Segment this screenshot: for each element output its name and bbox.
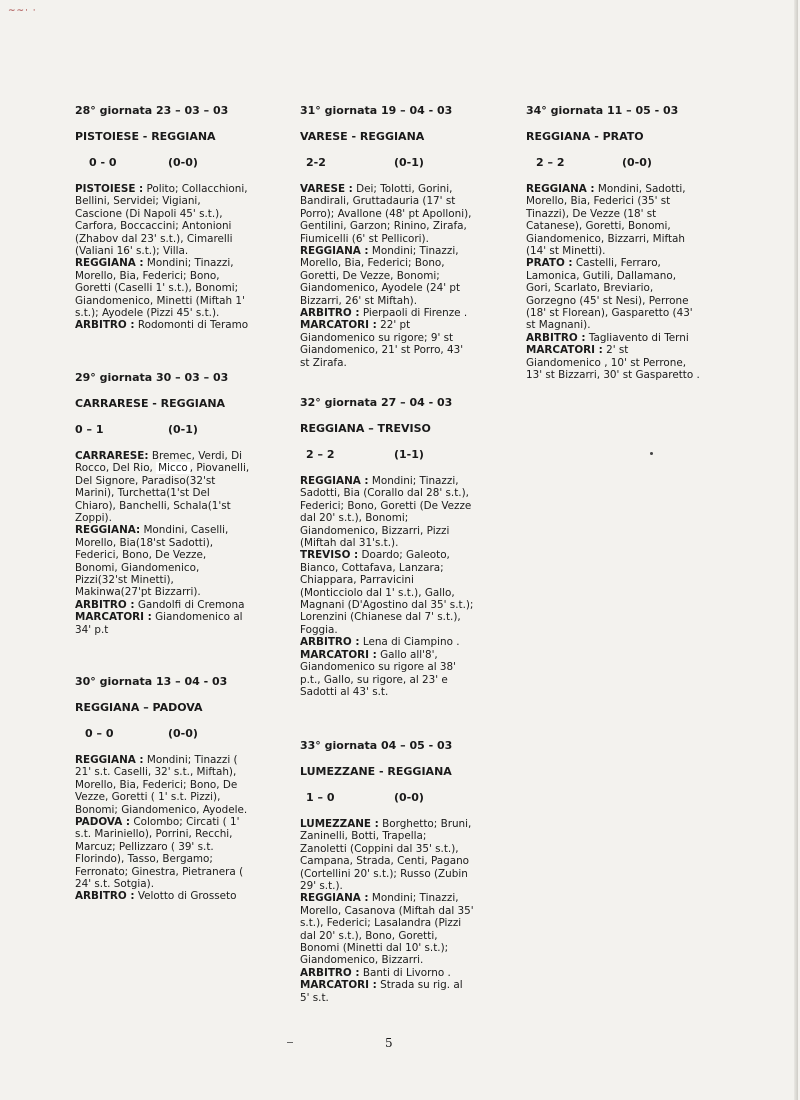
match-block-28 xyxy=(75,104,290,332)
match-block-29 xyxy=(75,371,290,636)
lineup-line xyxy=(300,475,515,487)
lineup-line xyxy=(300,830,515,842)
line-text: Pierpaoli di Firenze . xyxy=(359,307,468,320)
lineup-line xyxy=(300,195,515,207)
lineup-line xyxy=(300,307,515,319)
section-label: REGGIANA: xyxy=(75,524,141,537)
line-text: Zoppi). xyxy=(75,512,112,525)
match-teams: REGGIANA – TREVISO xyxy=(300,422,431,435)
lineup-line xyxy=(75,624,290,636)
lineup-line xyxy=(300,357,515,369)
lineup-line xyxy=(300,587,515,599)
line-text: Gori, Scarlato, Breviario, xyxy=(526,282,654,295)
line-text: 5' s.t. xyxy=(300,991,329,1004)
lineup-line xyxy=(300,332,515,344)
round-header: 28° giornata 23 – 03 – 03 xyxy=(75,104,229,117)
line-text: Velotto di Grosseto xyxy=(134,890,237,903)
final-score: 1 – 0 xyxy=(306,791,335,804)
line-text: s.t.), Federici; Lasalandra (Pizzi xyxy=(300,917,462,930)
lineup-line xyxy=(300,562,515,574)
line-text: Rodomonti di Teramo xyxy=(134,319,249,332)
lineup-line xyxy=(300,855,515,867)
match-teams: LUMEZZANE - REGGIANA xyxy=(300,765,452,778)
lineup-line xyxy=(75,804,290,816)
line-text: Florindo), Tasso, Bergamo; xyxy=(75,853,213,866)
lineup-line xyxy=(75,270,290,282)
match-score-row xyxy=(75,156,290,169)
section-label: REGGIANA : xyxy=(75,257,144,270)
lineup-line xyxy=(300,257,515,269)
line-text: , Piovanelli, xyxy=(189,462,250,475)
section-label: LUMEZZANE : xyxy=(300,818,379,830)
final-score: 0 – 0 xyxy=(85,727,114,740)
line-text: Catanese), Goretti, Bonomi, xyxy=(526,220,671,233)
lineup-line xyxy=(300,233,515,245)
final-score: 0 - 0 xyxy=(89,156,117,169)
line-text: Giandomenico, Bizzarri, Miftah xyxy=(526,232,686,245)
halftime-score: (0-0) xyxy=(168,727,198,740)
line-text: Chiaro), Banchelli, Schala(1'st xyxy=(75,499,231,512)
line-text: st Zirafa. xyxy=(300,356,347,369)
match-score-row xyxy=(526,156,741,169)
line-text: Goretti (Caselli 1' s.t.), Bonomi; xyxy=(75,282,239,295)
line-text: Sadotti al 43' s.t. xyxy=(300,685,389,698)
section-label: REGGIANA : xyxy=(300,475,369,487)
dash-mark xyxy=(287,1042,293,1043)
line-text: Zanoletti (Coppini dal 35' s.t.), xyxy=(300,842,459,855)
line-text: Mondini; Tinazzi, xyxy=(368,475,459,487)
lineup-line xyxy=(75,754,290,766)
lineup-line xyxy=(75,574,290,586)
section-label: ARBITRO : xyxy=(75,598,135,611)
lineup-line xyxy=(300,270,515,282)
lineup-line xyxy=(300,537,515,549)
line-text: Gentilini, Garzon; Rinino, Zirafa, xyxy=(300,220,467,233)
section-label: MARCATORI : xyxy=(75,611,152,624)
halftime-score: (0-1) xyxy=(394,156,424,169)
line-text: Bianco, Cottafava, Lanzara; xyxy=(300,561,444,574)
line-text: Giandomenico, Minetti (Miftah 1' xyxy=(75,294,245,307)
lineup-line xyxy=(300,512,515,524)
line-text: Castelli, Ferraro, xyxy=(572,257,661,270)
lineup-line xyxy=(300,500,515,512)
lineup-line xyxy=(75,319,290,331)
line-text: Tagliavento di Terni xyxy=(585,331,689,344)
line-text: Mondini; Tinazzi, xyxy=(143,257,234,270)
line-text: Morello, Bia, Federici; Bono, xyxy=(300,257,445,270)
lineup-line xyxy=(300,599,515,611)
section-label: ARBITRO : xyxy=(75,319,135,332)
line-text: 24' s.t. Sotgia). xyxy=(75,878,155,891)
line-text: Banti di Livorno . xyxy=(359,966,451,979)
line-text: Doardo; Galeoto, xyxy=(358,549,450,562)
lineup-line xyxy=(300,942,515,954)
line-text: Bellini, Servidei; Vigiani, xyxy=(75,195,201,208)
lineup-line xyxy=(526,307,741,319)
line-text: Bandirali, Gruttadauria (17' st xyxy=(300,195,456,208)
line-text: Chiappara, Parravicini xyxy=(300,574,414,587)
highlighted-name: Micco xyxy=(158,462,188,475)
match-score-row xyxy=(300,791,515,804)
lineup-line xyxy=(300,992,515,1004)
line-text: Marini), Turchetta(1'st Del xyxy=(75,487,210,500)
line-text: 34' p.t xyxy=(75,623,109,636)
section-label: ARBITRO : xyxy=(526,331,586,344)
lineup-line xyxy=(526,183,741,195)
lineup-line xyxy=(300,636,515,648)
line-text: (Monticciolo dal 1' s.t.), Gallo, xyxy=(300,586,455,599)
section-label: PISTOIESE : xyxy=(75,183,144,195)
line-text: (Valiani 16' s.t.); Villa. xyxy=(75,245,189,258)
lineup-line xyxy=(300,892,515,904)
lineup-line xyxy=(526,208,741,220)
lineup-line xyxy=(75,450,290,462)
lineup-line xyxy=(526,357,741,369)
lineup-line xyxy=(75,841,290,853)
line-text: Pizzi(32'st Minetti), xyxy=(75,574,174,587)
line-text: Sadotti, Bia (Corallo dal 28' s.t.), xyxy=(300,487,469,500)
line-text: Fiumicelli (6' st Pellicori). xyxy=(300,232,429,245)
lineup-line xyxy=(75,295,290,307)
lineup-line xyxy=(300,549,515,561)
match-teams: CARRARESE - REGGIANA xyxy=(75,397,226,410)
lineup-line xyxy=(526,319,741,331)
lineup-line xyxy=(300,611,515,623)
line-text: Giandomenico, Ayodele (24' pt xyxy=(300,282,461,295)
final-score: 2 – 2 xyxy=(306,448,335,461)
line-text: Morello, Casanova (Miftah dal 35' xyxy=(300,904,474,917)
lineup-line xyxy=(300,930,515,942)
line-text: Lena di Ciampino . xyxy=(359,636,460,649)
line-text: 22' pt xyxy=(376,319,411,332)
round-header: 32° giornata 27 – 04 - 03 xyxy=(300,396,453,409)
lineup-line xyxy=(75,475,290,487)
line-text: Porro); Avallone (48' pt Apolloni), xyxy=(300,207,472,220)
line-text: Bonomi, Giandomenico, xyxy=(75,561,200,574)
line-text: Ferronato; Ginestra, Pietranera ( xyxy=(75,865,244,878)
lineup-line xyxy=(300,319,515,331)
lineup-line xyxy=(526,233,741,245)
lineup-line xyxy=(75,816,290,828)
lineup-line xyxy=(300,954,515,966)
lineup-line xyxy=(300,686,515,698)
line-text: dal 20' s.t.), Bonomi; xyxy=(300,512,409,525)
line-text: Morello, Bia, Federici; Bono, De xyxy=(75,778,238,791)
line-text: Morello, Bia, Federici; Bono, xyxy=(75,269,220,282)
lineup-line xyxy=(526,270,741,282)
line-text: Goretti, De Vezze, Bonomi; xyxy=(300,269,440,282)
lineup-line xyxy=(300,487,515,499)
line-text: Zaninelli, Botti, Trapella; xyxy=(300,830,427,843)
line-text: Gallo all'8', xyxy=(376,648,438,661)
round-header: 31° giornata 19 – 04 - 03 xyxy=(300,104,453,117)
lineup-line xyxy=(75,890,290,902)
lineup-line xyxy=(300,674,515,686)
line-text: (Zhabov dal 23' s.t.), Cimarelli xyxy=(75,232,233,245)
lineup-line xyxy=(300,868,515,880)
lineup-line xyxy=(75,500,290,512)
lineup-line xyxy=(300,574,515,586)
line-text: Magnani (D'Agostino dal 35' s.t.); xyxy=(300,599,474,612)
lineup-line xyxy=(75,195,290,207)
match-teams: VARESE - REGGIANA xyxy=(300,130,425,143)
lineup-line xyxy=(75,549,290,561)
line-text: Carfora, Boccaccini; Antonioni xyxy=(75,220,232,233)
line-text: Lorenzini (Chianese dal 7' s.t.), xyxy=(300,611,461,624)
lineup-line xyxy=(75,307,290,319)
line-text: p.t., Gallo, su rigore, al 23' e xyxy=(300,673,448,686)
lineup-line xyxy=(75,524,290,536)
match-teams: REGGIANA – PADOVA xyxy=(75,701,203,714)
lineup-line xyxy=(75,208,290,220)
lineup-line xyxy=(75,537,290,549)
line-text: 2' st xyxy=(602,344,629,357)
lineup-line xyxy=(75,282,290,294)
lineup-line xyxy=(75,791,290,803)
line-text: (Miftah dal 31's.t.). xyxy=(300,537,399,550)
line-text: Polito; Collacchioni, xyxy=(143,183,248,195)
lineup-line xyxy=(300,880,515,892)
line-text: Gandolfi di Cremona xyxy=(134,598,245,611)
round-header: 34° giornata 11 – 05 - 03 xyxy=(526,104,679,117)
line-text: Marcuz; Pellizzaro ( 39' s.t. xyxy=(75,840,214,853)
lineup-line xyxy=(300,282,515,294)
line-text: Mondini; Tinazzi ( xyxy=(143,754,238,766)
line-text: Foggia. xyxy=(300,623,338,636)
lineup-line xyxy=(526,332,741,344)
lineup-line xyxy=(300,905,515,917)
lineup-line xyxy=(526,195,741,207)
line-text: Federici; Bono, Goretti (De Vezze xyxy=(300,499,472,512)
match-block-30 xyxy=(75,675,290,903)
section-label: VARESE : xyxy=(300,183,353,195)
lineup-line xyxy=(75,562,290,574)
match-block-34 xyxy=(526,104,741,382)
line-text: Bizzarri, 26' st Miftah). xyxy=(300,294,418,307)
line-text: Mondini, Caselli, xyxy=(140,524,229,537)
line-text: 29' s.t.). xyxy=(300,880,343,893)
line-text: Strada su rig. al xyxy=(376,979,463,992)
lineup-line xyxy=(300,649,515,661)
line-text: Dei; Tolotti, Gorini, xyxy=(352,183,453,195)
lineup-line xyxy=(300,183,515,195)
lineup-line xyxy=(300,245,515,257)
line-text: Giandomenico , 10' st Perrone, xyxy=(526,356,687,369)
lineup-line xyxy=(300,208,515,220)
line-text: Giandomenico su rigore; 9' st xyxy=(300,331,454,344)
page-number: 5 xyxy=(385,1036,393,1050)
lineup-line xyxy=(300,295,515,307)
lineup-line xyxy=(300,624,515,636)
lineup-line xyxy=(300,979,515,991)
line-text: Bonomi; Giandomenico, Ayodele. xyxy=(75,803,248,816)
match-score-row xyxy=(300,156,515,169)
corner-mark: ~~· · xyxy=(8,6,37,16)
section-label: MARCATORI : xyxy=(300,979,377,992)
section-label: PADOVA : xyxy=(75,816,131,829)
lineup-line xyxy=(75,878,290,890)
final-score: 0 – 1 xyxy=(75,423,104,436)
halftime-score: (1-1) xyxy=(394,448,424,461)
section-label: ARBITRO : xyxy=(75,890,135,903)
lineup-line xyxy=(75,828,290,840)
line-text: Vezze, Goretti ( 1' s.t. Pizzi), xyxy=(75,791,221,804)
section-label: REGGIANA : xyxy=(300,245,369,258)
match-teams: PISTOIESE - REGGIANA xyxy=(75,130,216,143)
scan-edge xyxy=(794,0,798,1100)
lineup-line xyxy=(75,462,290,474)
lineup-line xyxy=(300,967,515,979)
lineup-line xyxy=(75,766,290,778)
section-label: MARCATORI : xyxy=(300,648,377,661)
line-text: Colombo; Circati ( 1' xyxy=(130,816,240,829)
match-score-row xyxy=(300,448,515,461)
match-block-32 xyxy=(300,396,515,698)
round-header: 29° giornata 30 – 03 – 03 xyxy=(75,371,229,384)
line-text: s.t.); Ayodele (Pizzi 45' s.t.). xyxy=(75,307,220,320)
section-label: ARBITRO : xyxy=(300,966,360,979)
line-text: Tinazzi), De Vezze (18' st xyxy=(526,207,657,220)
lineup-line xyxy=(300,917,515,929)
final-score: 2-2 xyxy=(306,156,326,169)
lineup-line xyxy=(300,843,515,855)
lineup-line xyxy=(300,220,515,232)
ink-dot xyxy=(650,452,653,455)
line-text: Lamonica, Gutili, Dallamano, xyxy=(526,269,677,282)
lineup-line xyxy=(300,344,515,356)
section-label: MARCATORI : xyxy=(300,319,377,332)
section-label: TREVISO : xyxy=(300,549,359,562)
match-block-33 xyxy=(300,739,515,1004)
round-header: 33° giornata 04 – 05 - 03 xyxy=(300,739,453,752)
line-text: Cascione (Di Napoli 45' s.t.), xyxy=(75,207,223,220)
lineup-line xyxy=(75,866,290,878)
line-text: 13' st Bizzarri, 30' st Gasparetto . xyxy=(526,369,700,382)
lineup-line xyxy=(75,487,290,499)
line-text: Giandomenico al xyxy=(151,611,243,624)
line-text: Makinwa(27'pt Bizzarri). xyxy=(75,586,201,599)
lineup-line xyxy=(75,233,290,245)
line-text: Giandomenico, 21' st Porro, 43' xyxy=(300,344,464,357)
halftime-score: (0-0) xyxy=(622,156,652,169)
lineup-line xyxy=(300,525,515,537)
lineup-line xyxy=(526,282,741,294)
lineup-line xyxy=(75,599,290,611)
line-text: Del Signore, Paradiso(32'st xyxy=(75,474,216,487)
lineup-line xyxy=(526,257,741,269)
line-text: Giandomenico, Bizzarri, Pizzi xyxy=(300,524,450,537)
lineup-line xyxy=(75,512,290,524)
section-label: PRATO : xyxy=(526,257,573,270)
lineup-line xyxy=(526,220,741,232)
match-teams: REGGIANA - PRATO xyxy=(526,130,644,143)
line-text: Borghetto; Bruni, xyxy=(378,818,472,830)
match-score-row xyxy=(75,423,290,436)
section-label: MARCATORI : xyxy=(526,344,603,357)
line-text: (14' st Minetti). xyxy=(526,245,606,258)
line-text: Mondini, Sadotti, xyxy=(594,183,686,195)
halftime-score: (0-0) xyxy=(168,156,198,169)
round-header: 30° giornata 13 – 04 - 03 xyxy=(75,675,228,688)
section-label: ARBITRO : xyxy=(300,636,360,649)
section-label: ARBITRO : xyxy=(300,307,360,320)
line-text: Giandomenico, Bizzarri. xyxy=(300,954,424,967)
lineup-line xyxy=(526,369,741,381)
section-label: REGGIANA : xyxy=(75,754,144,766)
lineup-line xyxy=(526,245,741,257)
match-block-31 xyxy=(300,104,515,369)
lineup-line xyxy=(75,611,290,623)
line-text: Bonomi (Minetti dal 10' s.t.); xyxy=(300,942,449,955)
match-score-row xyxy=(75,727,290,740)
halftime-score: (0-1) xyxy=(168,423,198,436)
lineup-line xyxy=(75,245,290,257)
line-text: Campana, Strada, Centi, Pagano xyxy=(300,855,470,868)
lineup-line xyxy=(75,779,290,791)
lineup-line xyxy=(75,183,290,195)
lineup-line xyxy=(526,344,741,356)
line-text: Morello, Bia(18'st Sadotti), xyxy=(75,536,214,549)
line-text: (Cortellini 20' s.t.); Russo (Zubin xyxy=(300,867,468,880)
lineup-line xyxy=(75,220,290,232)
line-text: 21' s.t. Caselli, 32' s.t., Miftah), xyxy=(75,766,237,779)
line-text: Bremec, Verdi, Di xyxy=(148,450,243,462)
line-text: Gorzegno (45' st Nesi), Perrone xyxy=(526,294,689,307)
lineup-line xyxy=(75,257,290,269)
lineup-line xyxy=(75,853,290,865)
line-text: (18' st Florean), Gasparetto (43' xyxy=(526,307,693,320)
section-label: CARRARESE: xyxy=(75,450,149,462)
line-text: st Magnani). xyxy=(526,319,591,332)
line-text: Federici, Bono, De Vezze, xyxy=(75,549,207,562)
line-text: Mondini; Tinazzi, xyxy=(368,892,459,905)
lineup-line xyxy=(300,818,515,830)
section-label: REGGIANA : xyxy=(300,892,369,905)
line-text: Morello, Bia, Federici (35' st xyxy=(526,195,671,208)
line-text: s.t. Mariniello), Porrini, Recchi, xyxy=(75,828,233,841)
section-label: REGGIANA : xyxy=(526,183,595,195)
line-text: Giandomenico su rigore al 38' xyxy=(300,661,456,674)
lineup-line xyxy=(526,295,741,307)
line-text: Rocco, Del Rio, xyxy=(75,462,157,475)
lineup-line xyxy=(75,586,290,598)
final-score: 2 – 2 xyxy=(536,156,565,169)
lineup-line xyxy=(300,661,515,673)
halftime-score: (0-0) xyxy=(394,791,424,804)
line-text: dal 20' s.t.), Bono, Goretti, xyxy=(300,929,438,942)
line-text: Mondini; Tinazzi, xyxy=(368,245,459,258)
